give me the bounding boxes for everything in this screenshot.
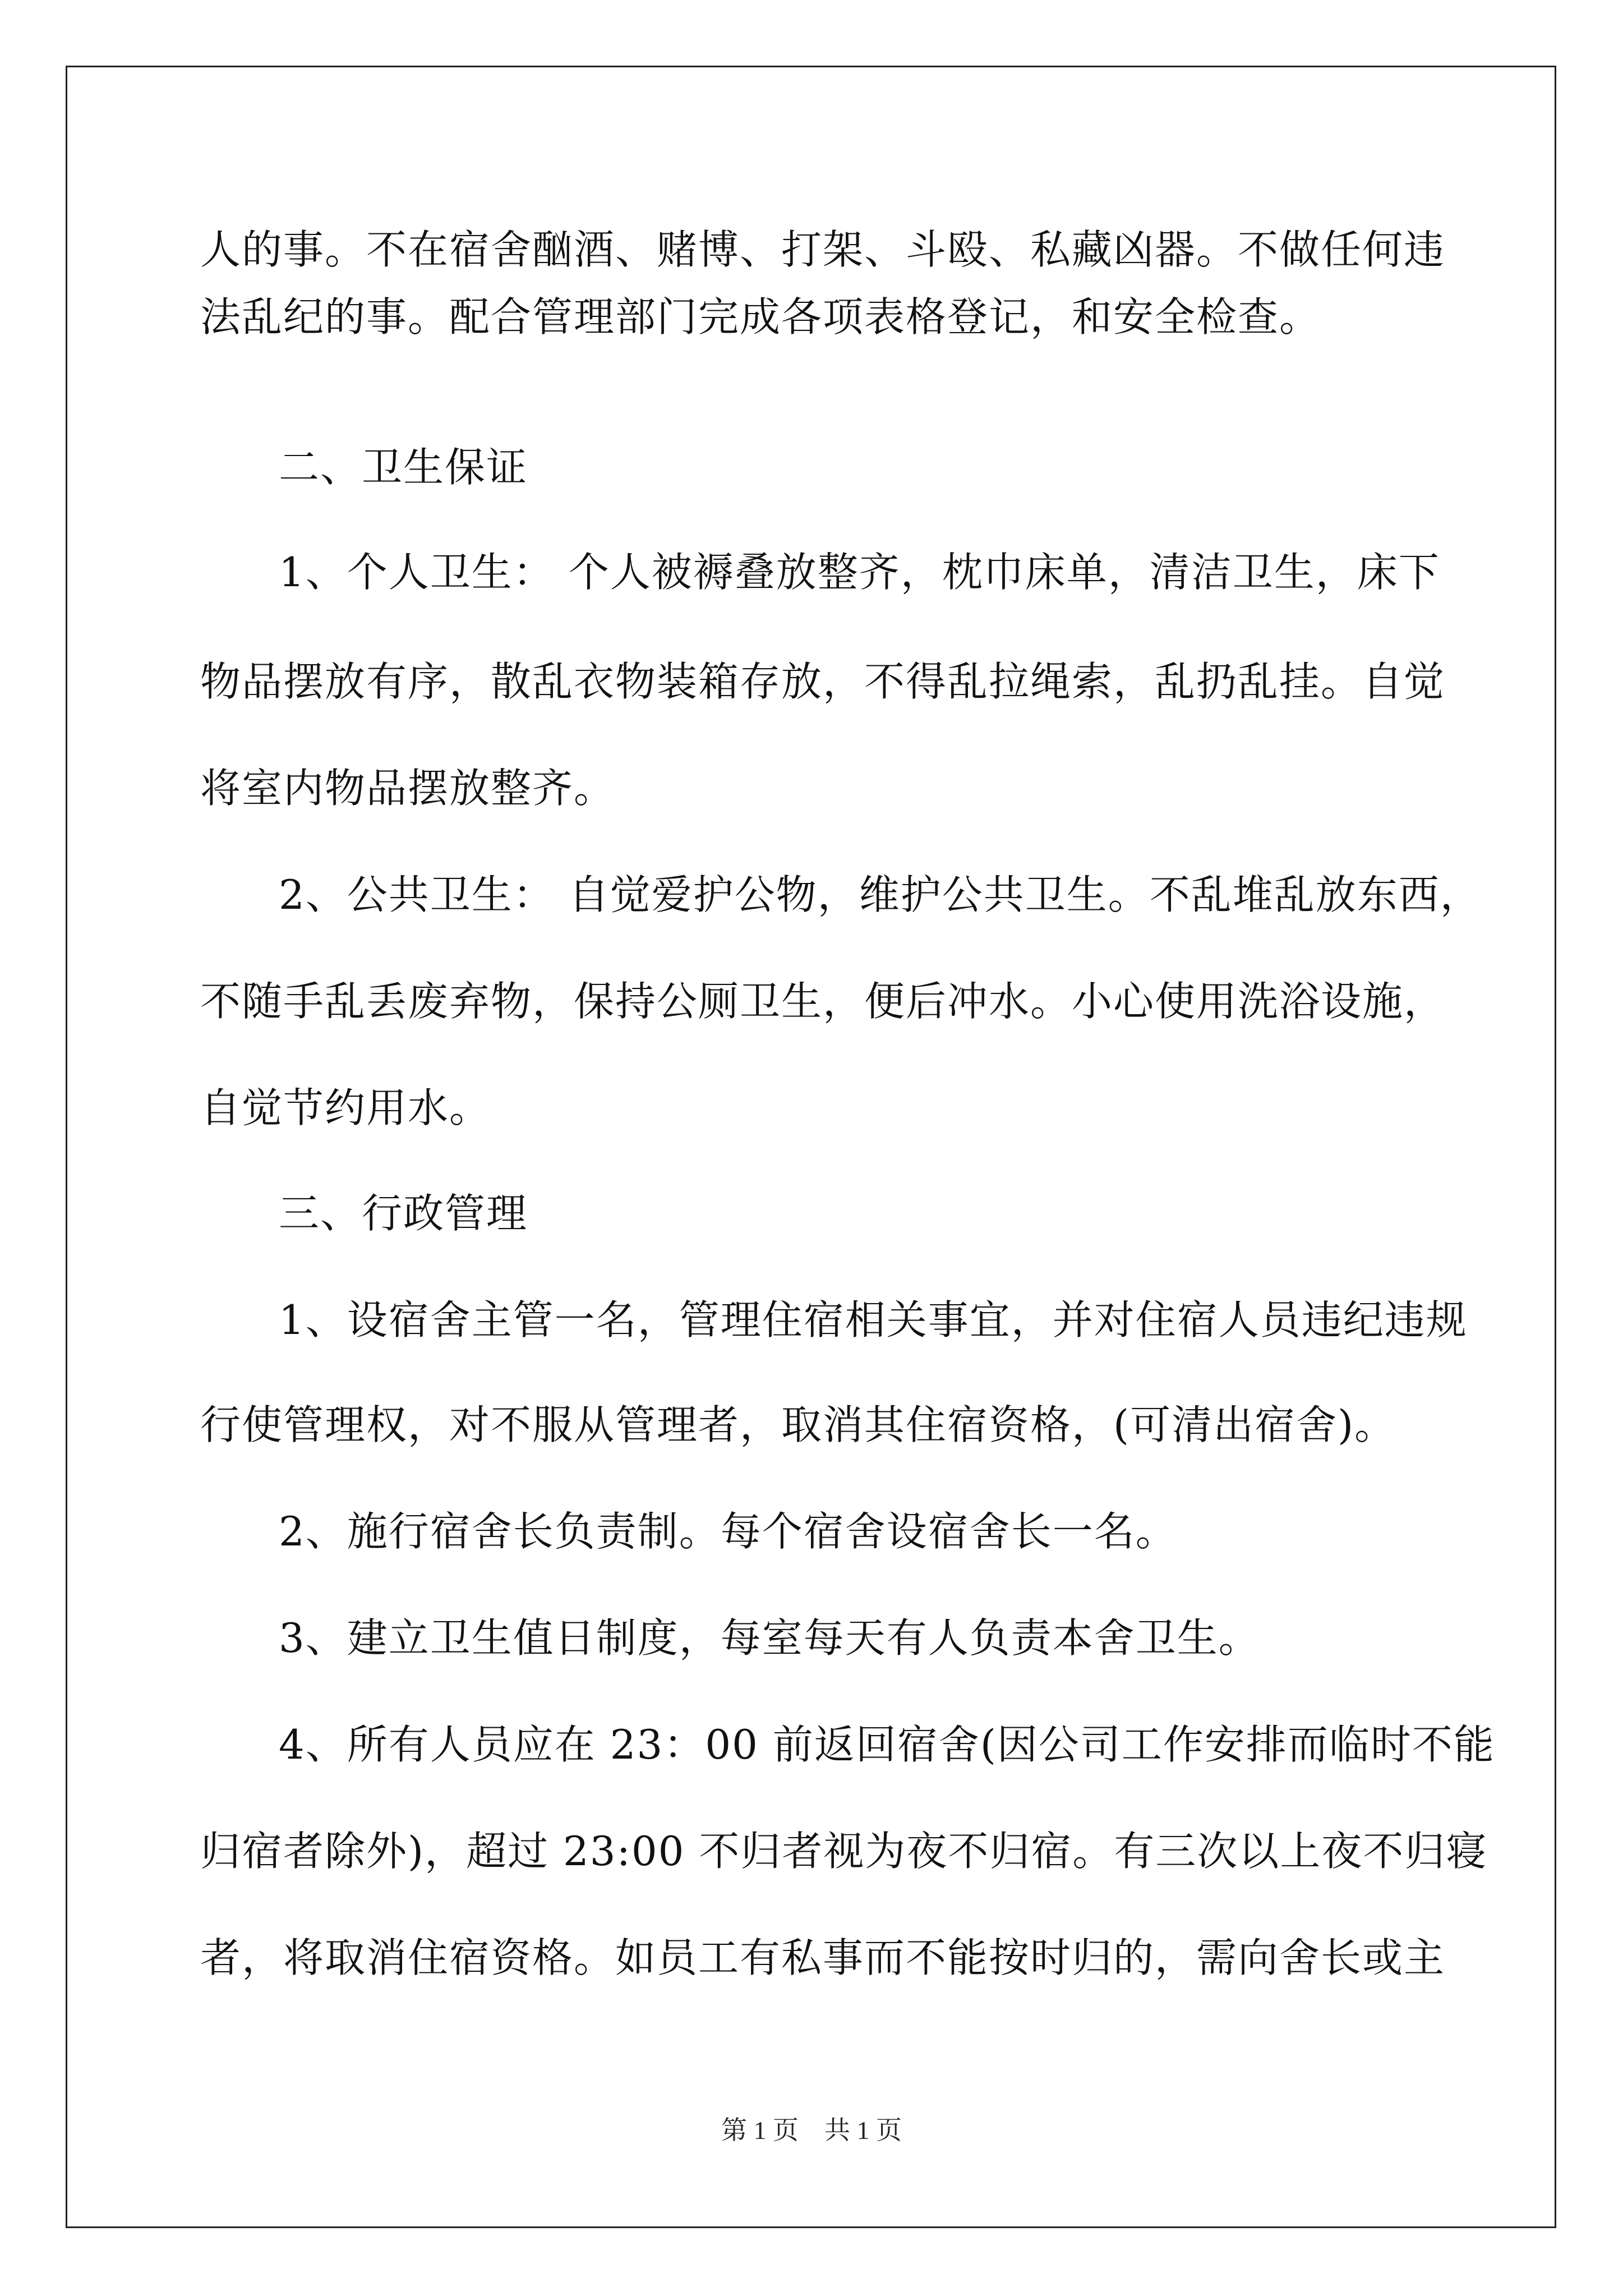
paragraph-line: 行使管理权，对不服从管理者，取消其住宿资格，(可清出宿舍)。 (200, 1401, 1396, 1448)
paragraph-line: 1、设宿舍主管一名，管理住宿相关事宜，并对住宿人员违纪违规 (279, 1296, 1468, 1343)
paragraph-line: 不随手乱丢废弃物，保持公厕卫生，便后冲水。小心使用洗浴设施， (200, 978, 1446, 1025)
paragraph-line: 2、公共卫生： 自觉爱护公物，维护公共卫生。不乱堆乱放东西， (279, 871, 1482, 918)
section-heading: 二、卫生保证 (279, 444, 528, 491)
paragraph-line: 将室内物品摆放整齐。 (200, 765, 616, 812)
page-footer: 第 1 页 共 1 页 (721, 2116, 902, 2145)
page-border (66, 66, 1556, 2228)
paragraph-line: 归宿者除外)，超过 23:00 不归者视为夜不归宿。有三次以上夜不归寝 (200, 1828, 1488, 1875)
paragraph-line: 人的事。不在宿舍酗酒、赌博、打架、斗殴、私藏凶器。不做任何违 (200, 226, 1446, 273)
section-heading: 三、行政管理 (279, 1190, 528, 1237)
paragraph-line: 3、建立卫生值日制度，每室每天有人负责本舍卫生。 (279, 1614, 1260, 1662)
paragraph-line: 4、所有人员应在 23：00 前返回宿舍(因公司工作安排而临时不能 (279, 1721, 1495, 1768)
paragraph-line: 自觉节约用水。 (200, 1084, 491, 1131)
paragraph-line: 者，将取消住宿资格。如员工有私事而不能按时归的，需向舍长或主 (200, 1934, 1446, 1981)
paragraph-line: 物品摆放有序，散乱衣物装箱存放，不得乱拉绳索，乱扔乱挂。自觉 (200, 658, 1446, 705)
paragraph-line: 1、个人卫生： 个人被褥叠放整齐，枕巾床单，清洁卫生，床下 (279, 549, 1440, 596)
paragraph-line: 2、施行宿舍长负责制。每个宿舍设宿舍长一名。 (279, 1508, 1177, 1555)
paragraph-line: 法乱纪的事。配合管理部门完成各项表格登记，和安全检查。 (200, 293, 1321, 341)
